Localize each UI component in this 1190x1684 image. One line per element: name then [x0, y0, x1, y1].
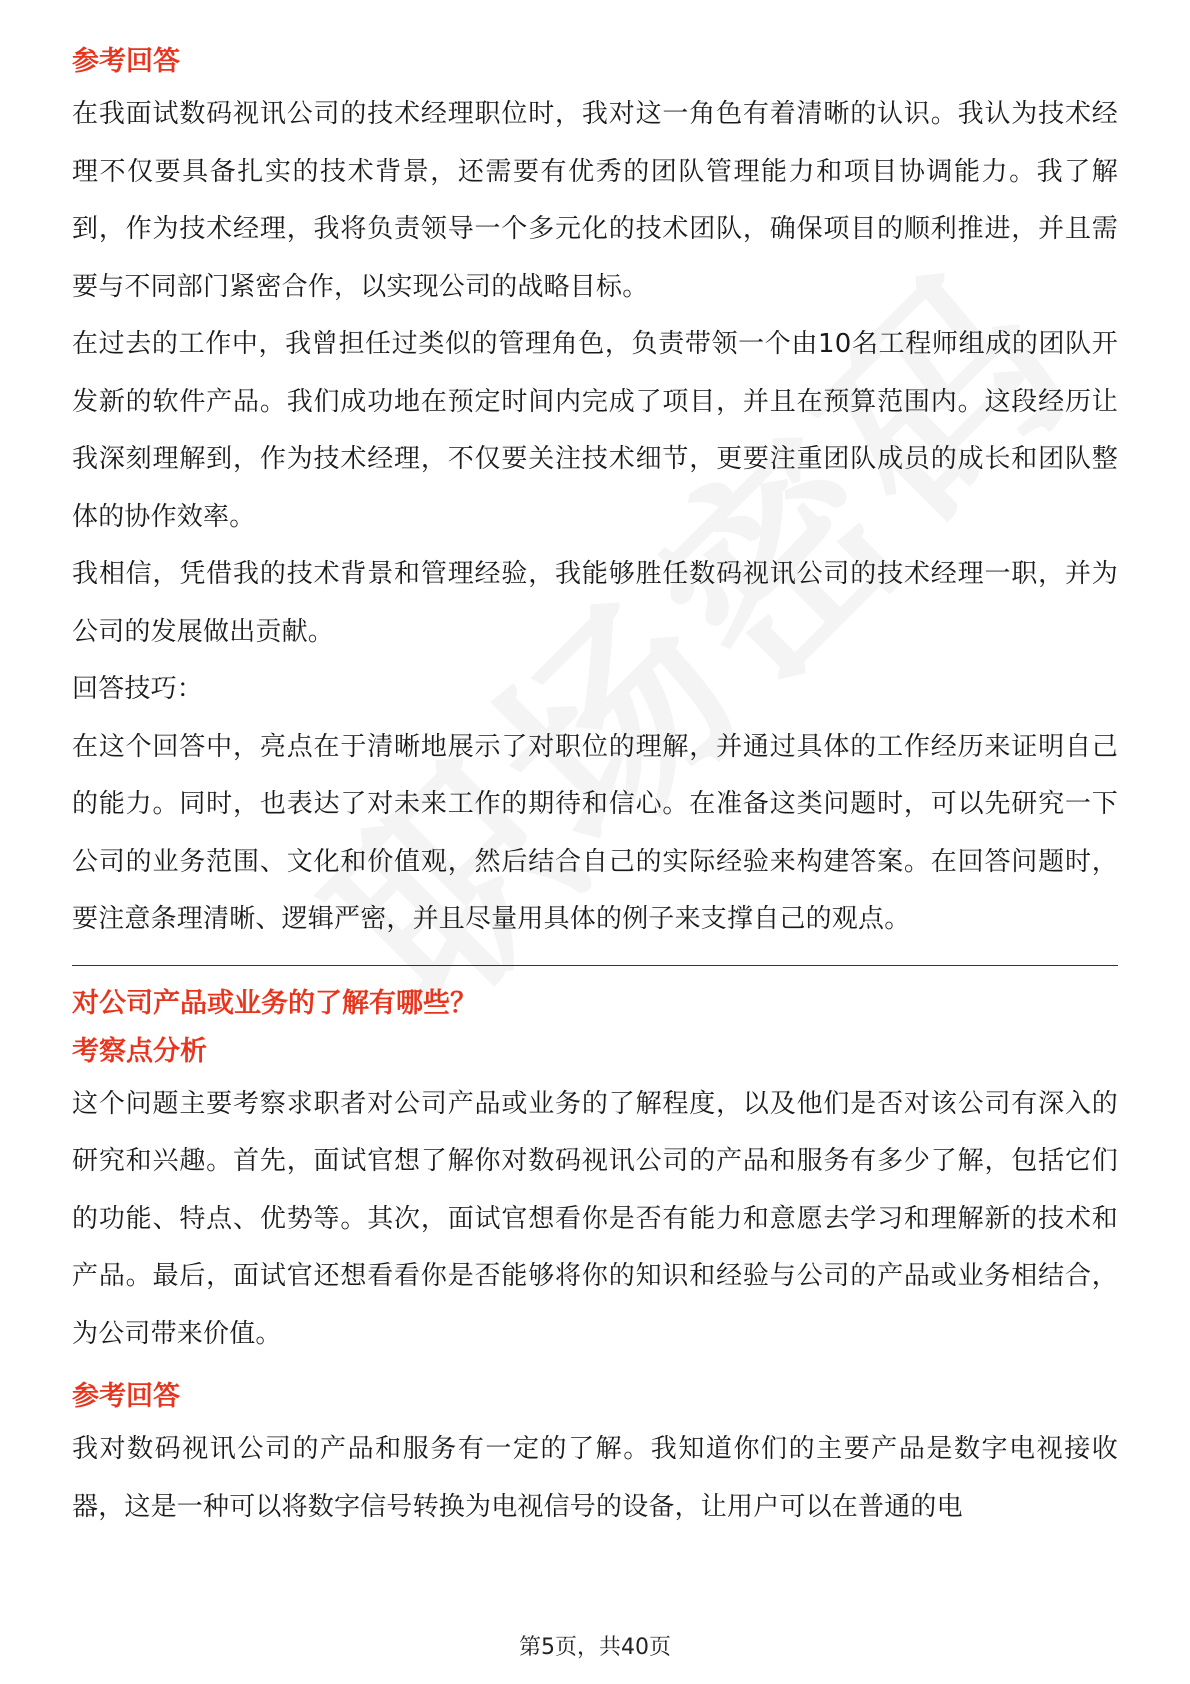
question-title: 对公司产品或业务的了解有哪些？: [72, 987, 477, 1019]
answer-paragraph-4: 我对数码视讯公司的产品和服务有一定的了解。我知道你们的主要产品是数字电视接收器，这是一种可以将数字信号转换为电视信号的设备，让用户可以在普通的电: [72, 1434, 1118, 1522]
page-number: 第5页，共40页: [519, 1635, 671, 1660]
section-divider: [72, 965, 1118, 966]
answer-heading: 参考回答: [72, 46, 180, 77]
answer-paragraph-1: 在我面试数码视讯公司的技术经理职位时，我对这一角色有着清晰的认识。我认为技术经理不仅要具备扎实的技术背景，还需要有优秀的团队管理能力和项目协调能力。我了解到，作为技术经理，我将负责领导一个多元化的技术团队，确保项目的顺利推进，并且需要与不同部门紧密合作，以实现公司的战略目标。: [72, 99, 1118, 302]
answer-paragraph-2: 在过去的工作中，我曾担任过类似的管理角色，负责带领一个由10名工程师组成的团队开发新的软件产品。我们成功地在预定时间内完成了项目，并且在预算范围内。这段经历让我深刻理解到，作为技术经理，不仅要关注技术细节，更要注重团队成员的成长和团队整体的协作效率。: [72, 329, 1118, 532]
tips-label: 回答技巧：: [72, 674, 204, 704]
answer-paragraph-3: 我相信，凭借我的技术背景和管理经验，我能够胜任数码视讯公司的技术经理一职，并为公司的发展做出贡献。: [72, 559, 1118, 647]
tips-paragraph: 在这个回答中，亮点在于清晰地展示了对职位的理解，并通过具体的工作经历来证明自己的能力。同时，也表达了对未来工作的期待和信心。在准备这类问题时，可以先研究一下公司的业务范围、文化和价值观，然后结合自己的实际经验来构建答案。在回答问题时，要注意条理清晰、逻辑严密，并且尽量用具体的例子来支撑自己的观点。: [72, 731, 1118, 934]
answer-heading-2: 参考回答: [72, 1381, 180, 1412]
spacer: [72, 1363, 1118, 1373]
analysis-paragraph: 这个问题主要考察求职者对公司产品或业务的了解程度，以及他们是否对该公司有深入的研究和兴趣。首先，面试官想了解你对数码视讯公司的产品和服务有多少了解，包括它们的功能、特点、优势等。其次，面试官想看你是否有能力和意愿去学习和理解新的技术和产品。最后，面试官还想看看你是否能够将你的知识和经验与公司的产品或业务相结合，为公司带来价值。: [72, 1088, 1118, 1349]
page-content: [72, 38, 1118, 1536]
analysis-heading: 考察点分析: [72, 1035, 207, 1067]
